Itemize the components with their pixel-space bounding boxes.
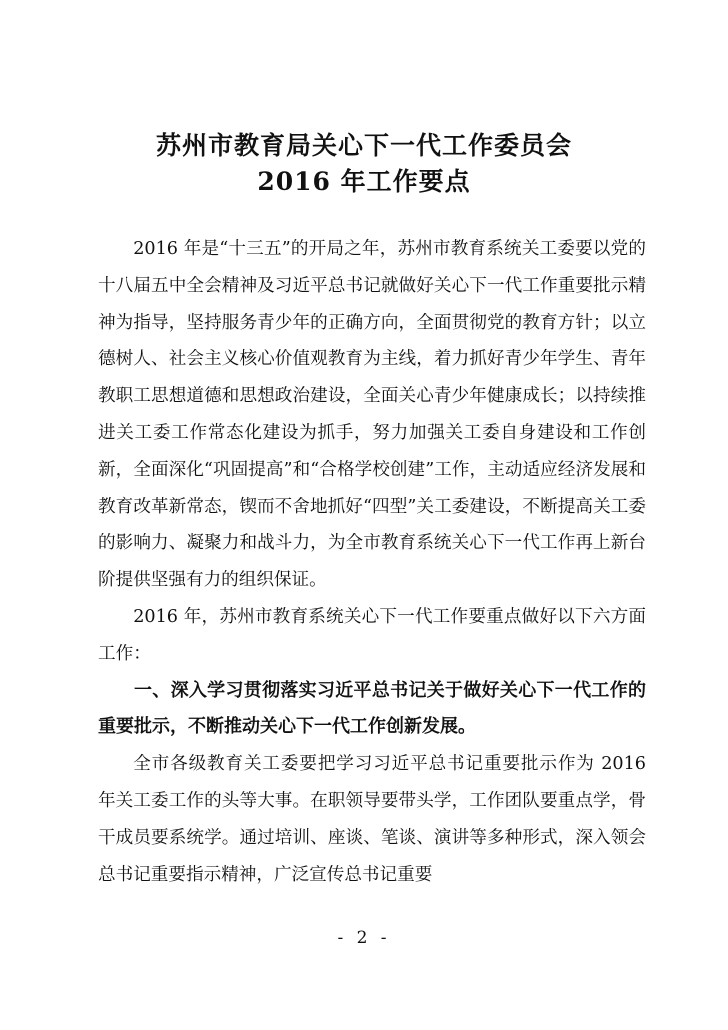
title-line-2: 2016 年工作要点 [257, 167, 471, 196]
document-title [0, 128, 728, 200]
section-heading-1: 一、深入学习贯彻落实习近平总书记关于做好关心下一代工作的重要批示，不断推动关心下一代工作创新发展。 [98, 679, 646, 738]
page-number: - 2 - [337, 928, 391, 948]
intro-paragraph: 2016 年是“十三五”的开局之年，苏州市教育系统关工委要以党的十八届五中全会精神及习近平总书记就做好关心下一代工作重要批示精神为指导，坚持服务青少年的正确方向，全面贯彻党的教育方针；以立德树人、社会主义核心价值观教育为主线，着力抓好青少年学生、青年教职工思想道德和思想政治建设，全面关心青少年健康成长；以持续推进关工委工作常态化建设为抓手，努力加强关工委自身建设和工作创新，全面深化“巩固提高”和“合格学校创建”工作，主动适应经济发展和教育改革新常态，锲而不舍地抓好“四型”关工委建设，不断提高关工委的影响力、凝聚力和战斗力，为全市教育系统关心下一代工作再上新台阶提供坚强有力的组织保证。 [98, 239, 646, 591]
document-body [98, 231, 646, 893]
section-1-paragraph: 全市各级教育关工委要把学习习近平总书记重要批示作为 2016 年关工委工作的头等大事。在职领导要带头学，工作团队要重点学，骨干成员要系统学。通过培训、座谈、笔谈、演讲等多种形式，深入领会总书记重要指示精神，广泛宣传总书记重要 [98, 754, 646, 885]
overview-paragraph: 2016 年，苏州市教育系统关心下一代工作要重点做好以下六方面工作： [98, 606, 646, 664]
title-line-1: 苏州市教育局关心下一代工作委员会 [155, 131, 572, 160]
